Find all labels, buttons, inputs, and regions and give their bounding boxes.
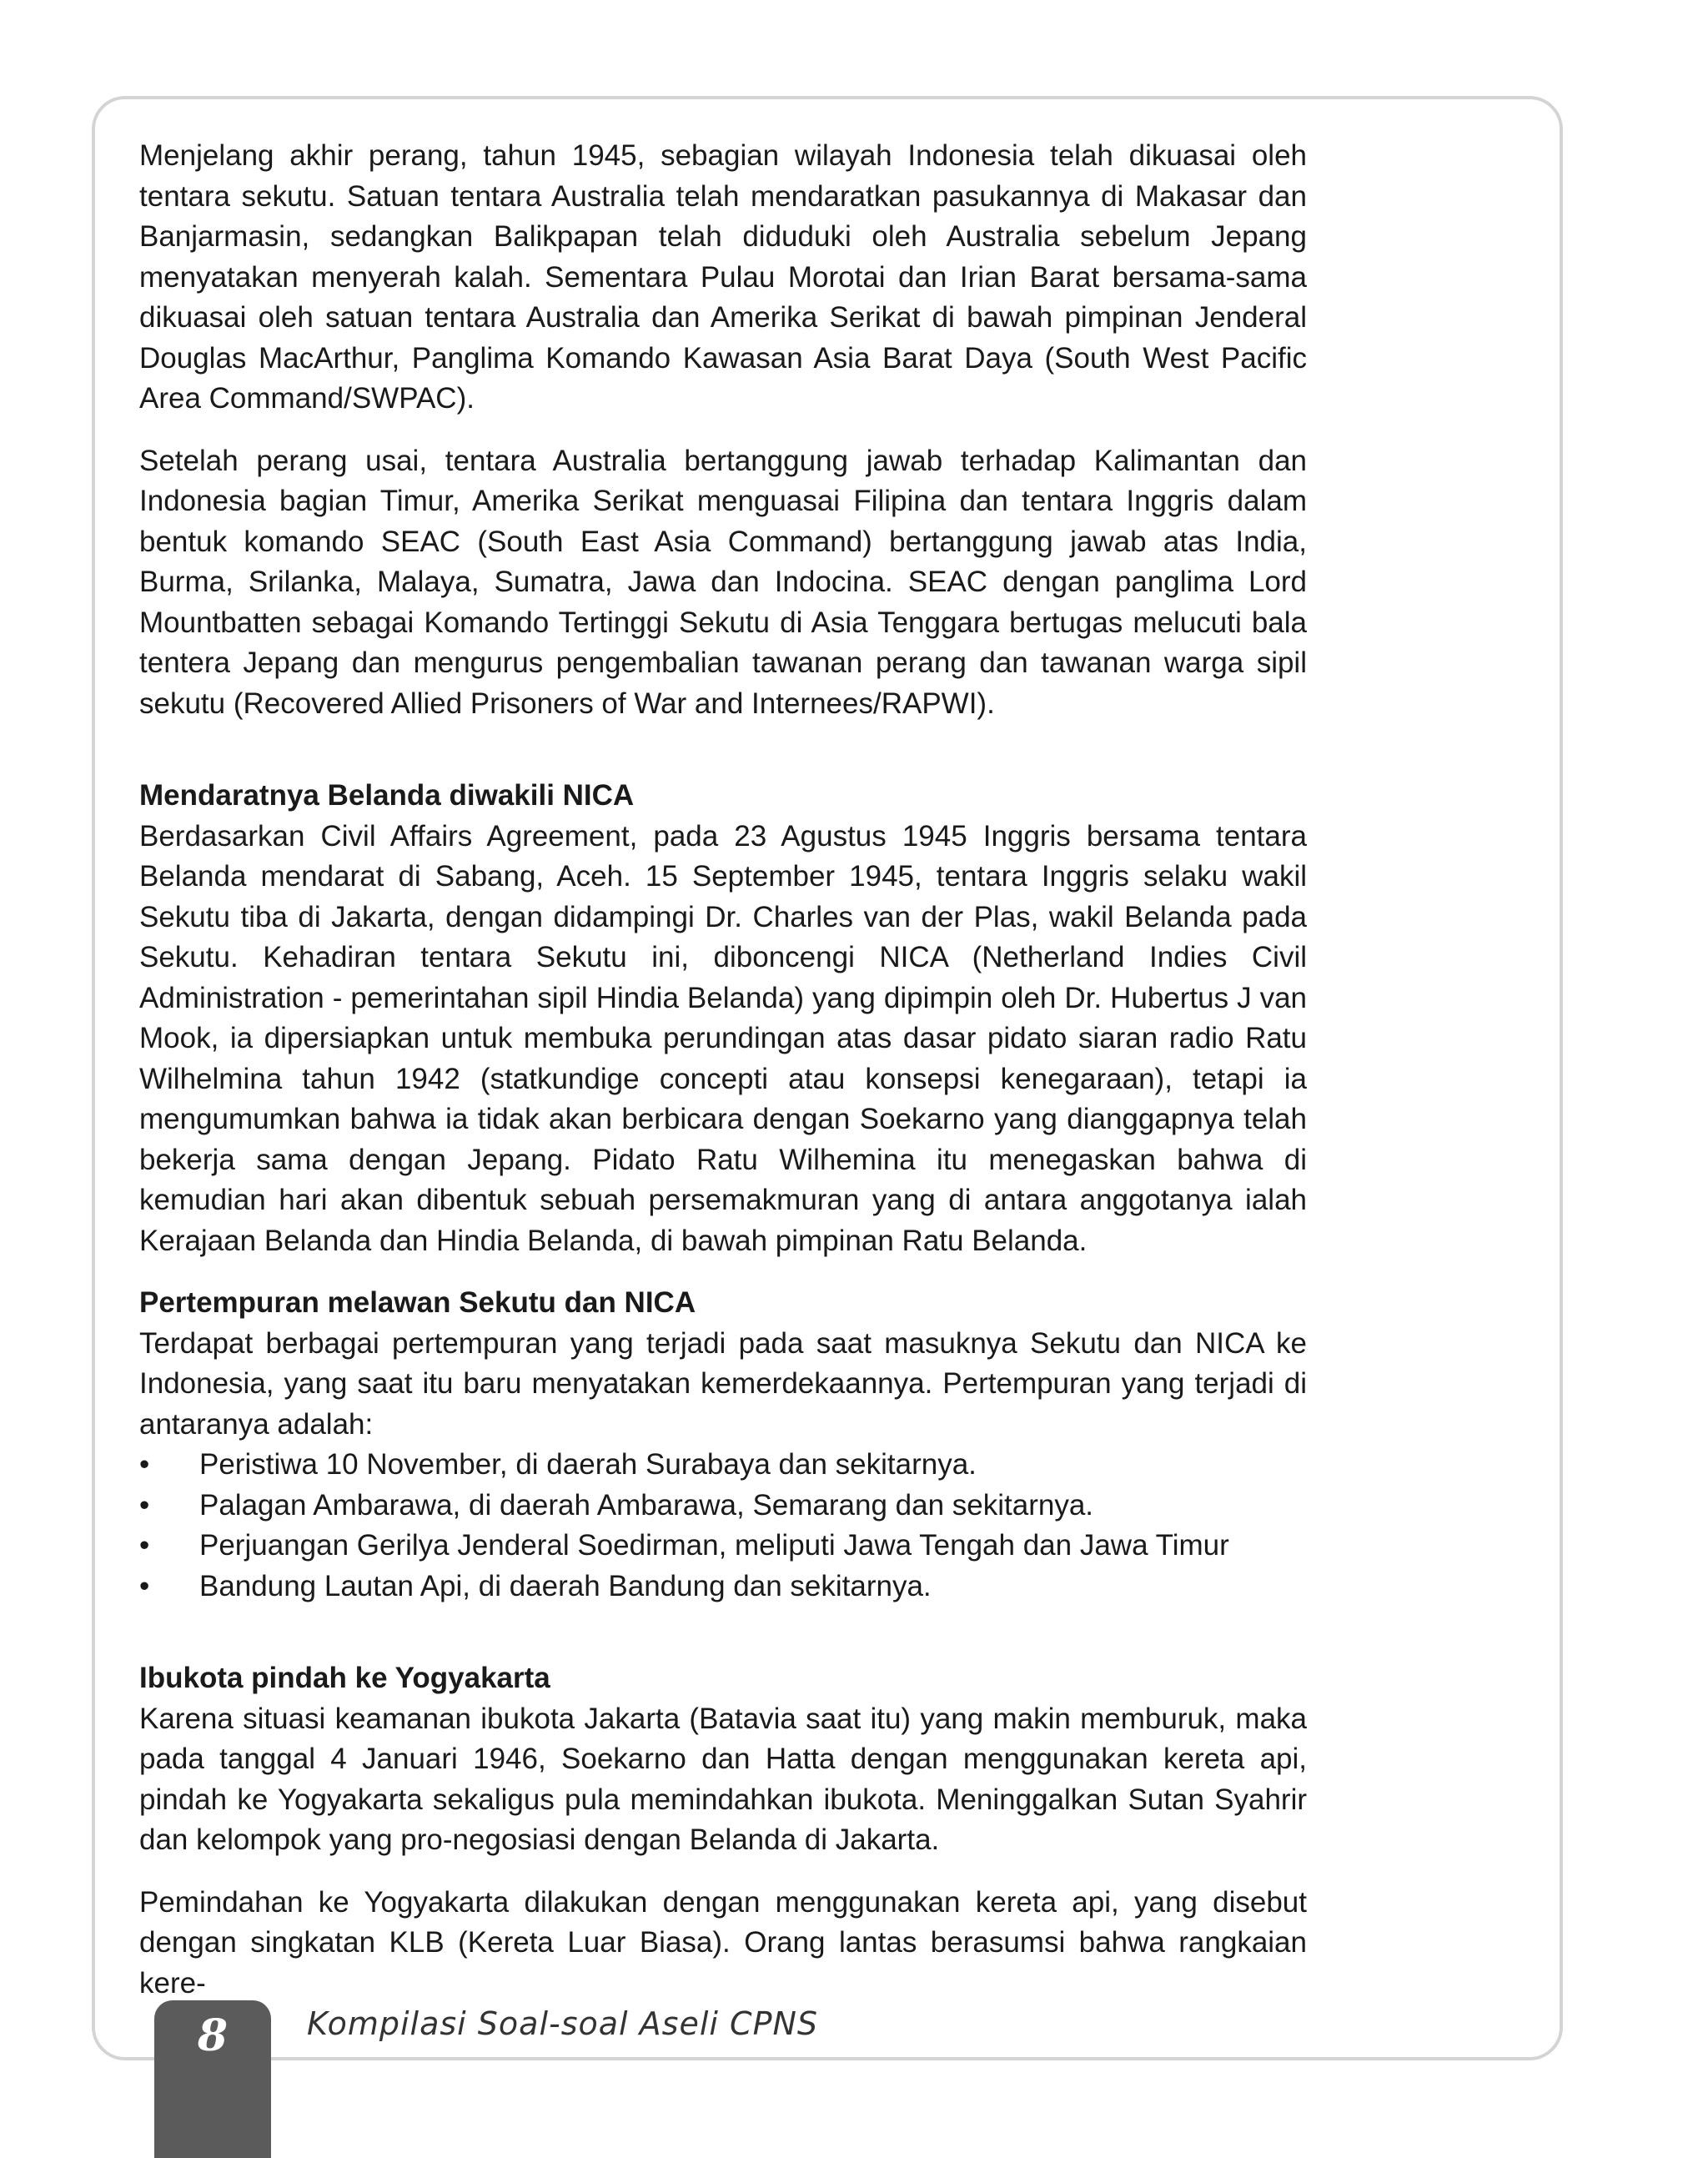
bullet-icon: • bbox=[139, 1488, 150, 1522]
list-item bbox=[139, 1445, 1307, 1486]
book-title: Kompilasi Soal-soal Aseli CPNS bbox=[307, 2005, 819, 2042]
page-content bbox=[139, 136, 1307, 2004]
list-item bbox=[139, 1486, 1307, 1527]
list-item-text: Perjuangan Gerilya Jenderal Soedirman, meliputi Jawa Tengah dan Jawa Timur bbox=[199, 1529, 1229, 1562]
section-heading: Mendaratnya Belanda diwakili NICA bbox=[139, 779, 635, 812]
list-item-text: Peristiwa 10 November, di daerah Surabaya dan sekitarnya. bbox=[199, 1448, 977, 1481]
list-item-text: Palagan Ambarawa, di daerah Ambarawa, Semarang dan sekitarnya. bbox=[199, 1488, 1094, 1522]
list-item bbox=[139, 1567, 1307, 1607]
bullet-icon: • bbox=[139, 1529, 150, 1562]
paragraph: Berdasarkan Civil Affairs Agreement, pada 23 Agustus 1945 Inggris bersama tentara Belanda mendarat di Sabang, Aceh. 15 September 1945, tentara Inggris selaku wakil Sekutu tiba di Jakarta, dengan didampingi Dr. Charles van der Plas, wakil Belanda pada Sekutu. Kehadiran tentara Sekutu ini, diboncengi NICA (Netherland Indies Civil Administration - pemerintahan sipil Hindia Belanda) yang dipimpin oleh Dr. Hubertus J van Mook, ia dipersiapkan untuk membuka perundingan atas dasar pidato siaran radio Ratu Wilhelmina tahun 1942 (statkundige concepti atau konsepsi kenegaraan), tetapi ia mengumumkan bahwa ia tidak akan berbicara dengan Soekarno yang dianggapnya telah bekerja sama dengan Jepang. Pidato Ratu Wilhemina itu menegaskan bahwa di kemudian hari akan dibentuk sebuah persemakmuran yang di antara anggotanya ialah Kerajaan Belanda dan Hindia Belanda, di bawah pimpinan Ratu Belanda. bbox=[139, 819, 1307, 1257]
paragraph: Terdapat berbagai pertempuran yang terjadi pada saat masuknya Sekutu dan NICA ke Indonesia, yang saat itu baru menyatakan kemerdekaannya. Pertempuran yang terjadi di antaranya adalah: bbox=[139, 1326, 1307, 1441]
paragraph: Setelah perang usai, tentara Australia bertanggung jawab terhadap Kalimantan dan Indonesia bagian Timur, Amerika Serikat menguasai Filipina dan tentara Inggris dalam bentuk komando SEAC (South East Asia Command) bertanggung jawab atas India, Burma, Srilanka, Malaya, Sumatra, Jawa dan Indocina. SEAC dengan panglima Lord Mountbatten sebagai Komando Tertinggi Sekutu di Asia Tenggara bertugas melucuti bala tentera Jepang dan mengurus pengembalian tawanan perang dan tawanan warga sipil sekutu (Recovered Allied Prisoners of War and Internees/RAPWI). bbox=[139, 444, 1307, 720]
list-item bbox=[139, 1526, 1307, 1567]
bullet-icon: • bbox=[139, 1448, 150, 1481]
section-heading: Pertempuran melawan Sekutu dan NICA bbox=[139, 1286, 696, 1319]
paragraph: Pemindahan ke Yogyakarta dilakukan dengan menggunakan kereta api, yang disebut dengan singkatan KLB (Kereta Luar Biasa). Orang lantas berasumsi bahwa rangkaian kere- bbox=[139, 1885, 1307, 2000]
battle-list bbox=[139, 1445, 1307, 1607]
paragraph: Menjelang akhir perang, tahun 1945, sebagian wilayah Indonesia telah dikuasai oleh tentara sekutu. Satuan tentara Australia telah mendaratkan pasukannya di Makasar dan Banjarmasin, sedangkan Balikpapan telah diduduki oleh Australia sebelum Jepang menyatakan menyerah kalah. Sementara Pulau Morotai dan Irian Barat bersama-sama dikuasai oleh satuan tentara Australia dan Amerika Serikat di bawah pimpinan Jenderal Douglas MacArthur, Panglima Komando Kawasan Asia Barat Daya (South West Pacific Area Command/SWPAC). bbox=[139, 139, 1307, 415]
paragraph: Karena situasi keamanan ibukota Jakarta (Batavia saat itu) yang makin memburuk, maka pada tanggal 4 Januari 1946, Soekarno dan Hatta dengan menggunakan kereta api, pindah ke Yogyakarta sekaligus pula memindahkan ibukota. Meninggalkan Sutan Syahrir dan kelompok yang pro-negosiasi dengan Belanda di Jakarta. bbox=[139, 1702, 1307, 1856]
page-number: 8 bbox=[197, 2010, 229, 2061]
bullet-icon: • bbox=[139, 1569, 150, 1602]
page-number-tab bbox=[154, 2000, 271, 2158]
section-heading: Ibukota pindah ke Yogyakarta bbox=[139, 1662, 550, 1694]
list-item-text: Bandung Lautan Api, di daerah Bandung dan sekitarnya. bbox=[199, 1569, 932, 1602]
